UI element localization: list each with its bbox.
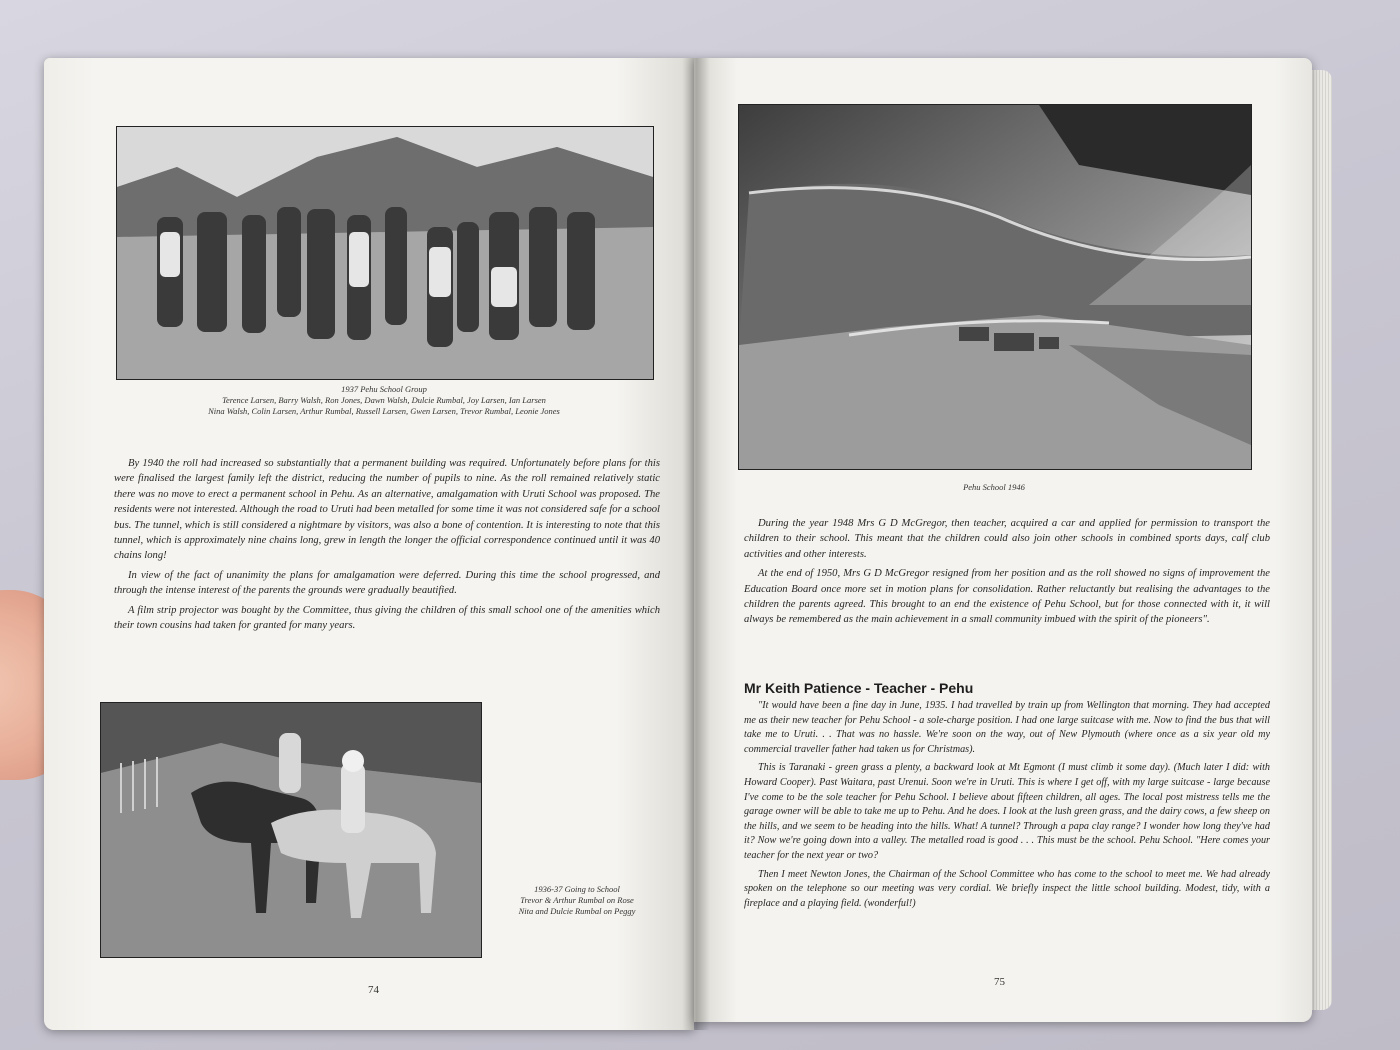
page-number-left: 74: [368, 984, 379, 996]
caption-line: 1936-37 Going to School: [534, 884, 620, 894]
paragraph: By 1940 the roll had increased so substantially that a permanent building was required. Unfortunately before plans for this were finalised the largest family left the district, reducing the number of pupils to nine. As the roll remained relatively static there was no move to erect a permanent school in Pehu. As an alternative, amalgamation with Uruti School was proposed. The residents were not interested. Although the road to Uruti had been metalled for some time it was not considered safe for a school bus. The tunnel, which is still considered a nightmare by visitors, was also a bone of contention. It is interesting to note that this tunnel, which is approximately nine chains long, grew in length the longer the official correspondence continued until it was 40 chains long!: [114, 458, 660, 562]
caption-line: Nita and Dulcie Rumbal on Peggy: [518, 906, 636, 916]
right-page: [694, 58, 1312, 1022]
paragraph: In view of the fact of unanimity the plans for amalgamation were deferred. During this time the school progressed, and through the intense interest of the parents the grounds were gradually beautified.: [114, 569, 660, 597]
paragraph: At the end of 1950, Mrs G D McGregor resigned from her position and as the roll showed no signs of improvement the Education Board once more set in motion plans for consolidation. Rather reluctantly but realising the advantages to the children the parents agreed. This brought to an end the existence of Pehu School, but for those connected with it, it will always be remembered as the main achievement in a small community imbued with the spirit of the pioneers".: [744, 568, 1270, 626]
left-body-text: [114, 456, 660, 637]
caption-names-row2: Nina Walsh, Colin Larsen, Arthur Rumbal, Russell Larsen, Gwen Larsen, Trevor Rumbal, Leonie Jones: [208, 406, 560, 416]
section-heading: Mr Keith Patience - Teacher - Pehu: [744, 680, 974, 696]
section-body-text: [744, 699, 1270, 915]
school-group-photo: [116, 126, 654, 380]
paragraph: Then I meet Newton Jones, the Chairman of the School Committee who has come to the school to meet me. We had already spoken on the telephone so our meeting was very cordial. We briefly inspect the little school building. Modest, tidy, with a fireplace and a playing field. (wonderful!): [744, 868, 1270, 909]
left-page: [44, 58, 694, 1030]
caption-names-row1: Terence Larsen, Barry Walsh, Ron Jones, Dawn Walsh, Dulcie Rumbal, Joy Larsen, Ian Larsen: [222, 395, 546, 405]
caption-going-to-school: [492, 884, 662, 917]
paragraph: A film strip projector was bought by the Committee, thus giving the children of this small school one of the amenities which their town cousins had taken for granted for many years.: [114, 604, 660, 632]
page-number-right: 75: [994, 976, 1005, 988]
paragraph: During the year 1948 Mrs G D McGregor, then teacher, acquired a car and applied for permission to transport the children to their school. This meant that the children could also join other schools in combined sports days, calf club activities and other interests.: [744, 518, 1270, 560]
children-on-horses-photo: [100, 702, 482, 958]
caption-line: Trevor & Arthur Rumbal on Rose: [520, 895, 634, 905]
caption-school-group: [116, 384, 652, 417]
paragraph: "It would have been a fine day in June, 1935. I had travelled by train up from Wellington that morning. They had accepted me as their new teacher for Pehu School - a sole-charge position. I had one large suitcase with me. Now to find the bus that will take me to Uruti. . . That was no hassle. We're soon on the way, out of New Plymouth (where once as a six year old my commercial traveller father had taken us for Christmas).: [744, 700, 1270, 755]
right-body-text: [744, 516, 1270, 632]
pehu-school-valley-photo: [738, 104, 1252, 470]
caption-pehu-school-1946: Pehu School 1946: [963, 482, 1025, 492]
caption-title: 1937 Pehu School Group: [341, 384, 427, 394]
paragraph: This is Taranaki - green grass a plenty, a backward look at Mt Egmont (I must climb it some day). (Much later I did: with Howard Cooper). Past Waitara, past Urenui. Soon we're in Uruti. This is where I get off, with my large suitcase - large because I've come to be the sole teacher for Pehu School. I believe about fifteen children, all ages. The local post mistress tells me the garage owner will be able to take me up to Pehu. And he does. I look at the lush green grass, and the dairy cows, a few sheep on the hills, and we seem to be heading into the hills. What! A tunnel? Through a papa clay range? I wonder how long they've had it? Now we're going down into a valley. The metalled road is good . . . This must be the school. Pehu School. "Here comes your teacher for the next year or two?: [744, 762, 1270, 861]
